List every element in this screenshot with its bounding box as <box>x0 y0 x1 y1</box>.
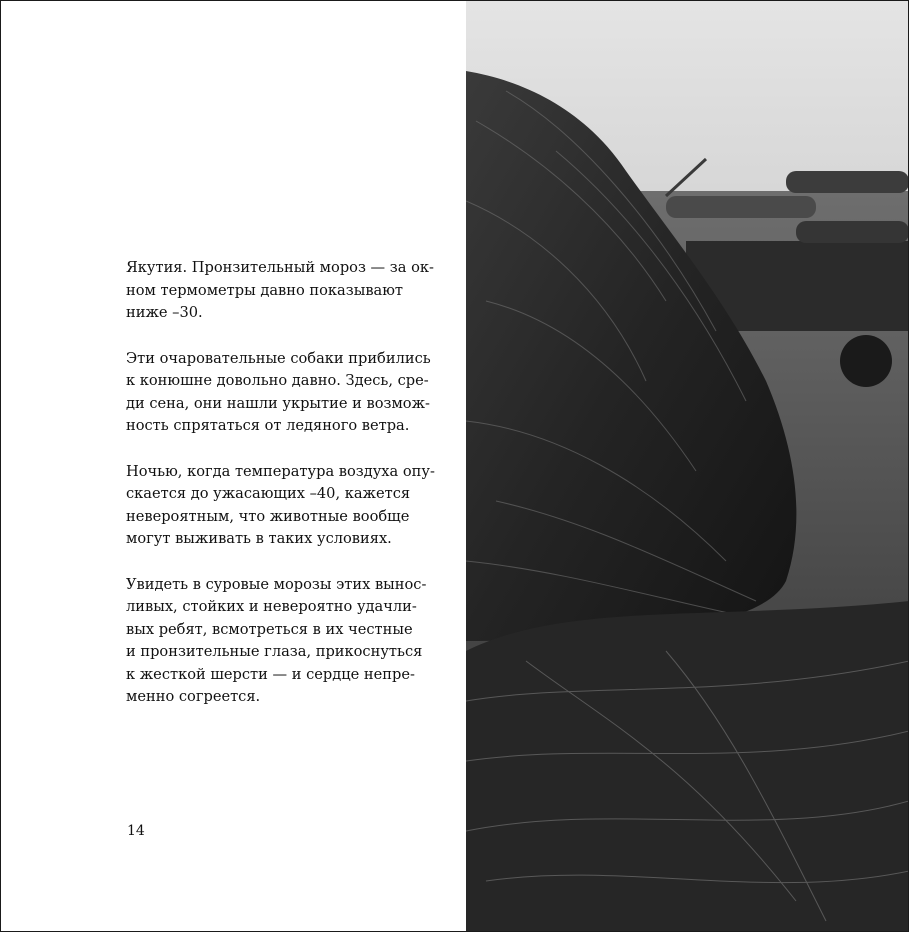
text-line: к жесткой шерсти — и сердце непре- <box>126 665 415 683</box>
paragraph-4 <box>126 574 436 709</box>
text-line: Увидеть в суровые морозы этих вынос- <box>126 575 427 593</box>
text-line: Ночью, когда температура воздуха опу- <box>126 462 435 480</box>
foreground-hay <box>466 601 909 931</box>
text-line: менно согреется. <box>126 688 261 705</box>
text-line: и пронзительные глаза, прикоснуться <box>126 643 423 660</box>
paragraph-1 <box>126 257 436 325</box>
haystack-photo <box>466 1 909 931</box>
text-line: Эти очаровательные собаки прибились <box>126 349 431 367</box>
text-line: к конюшне довольно давно. Здесь, сре- <box>126 372 429 389</box>
text-line: Якутия. Пронзительный мороз — за ок- <box>126 259 434 276</box>
paragraph-2 <box>126 348 436 438</box>
text-line: ниже –30. <box>126 304 203 321</box>
text-line: ливых, стойких и невероятно удачли- <box>126 598 417 615</box>
paragraph-3 <box>126 461 436 551</box>
body-text <box>126 257 436 732</box>
page-number: 14 <box>127 823 145 839</box>
text-line: могут выживать в таких условиях. <box>126 530 392 547</box>
text-line: ном термометры давно показывают <box>126 281 404 299</box>
text-line: невероятным, что животные вообще <box>126 507 410 525</box>
text-line: вых ребят, всмотреться в их честные <box>126 620 413 638</box>
text-line: ность спрятаться от ледяного ветра. <box>126 417 410 434</box>
text-line: ди сена, они нашли укрытие и возмож- <box>126 394 430 412</box>
text-line: скается до ужасающих –40, кажется <box>126 485 411 502</box>
